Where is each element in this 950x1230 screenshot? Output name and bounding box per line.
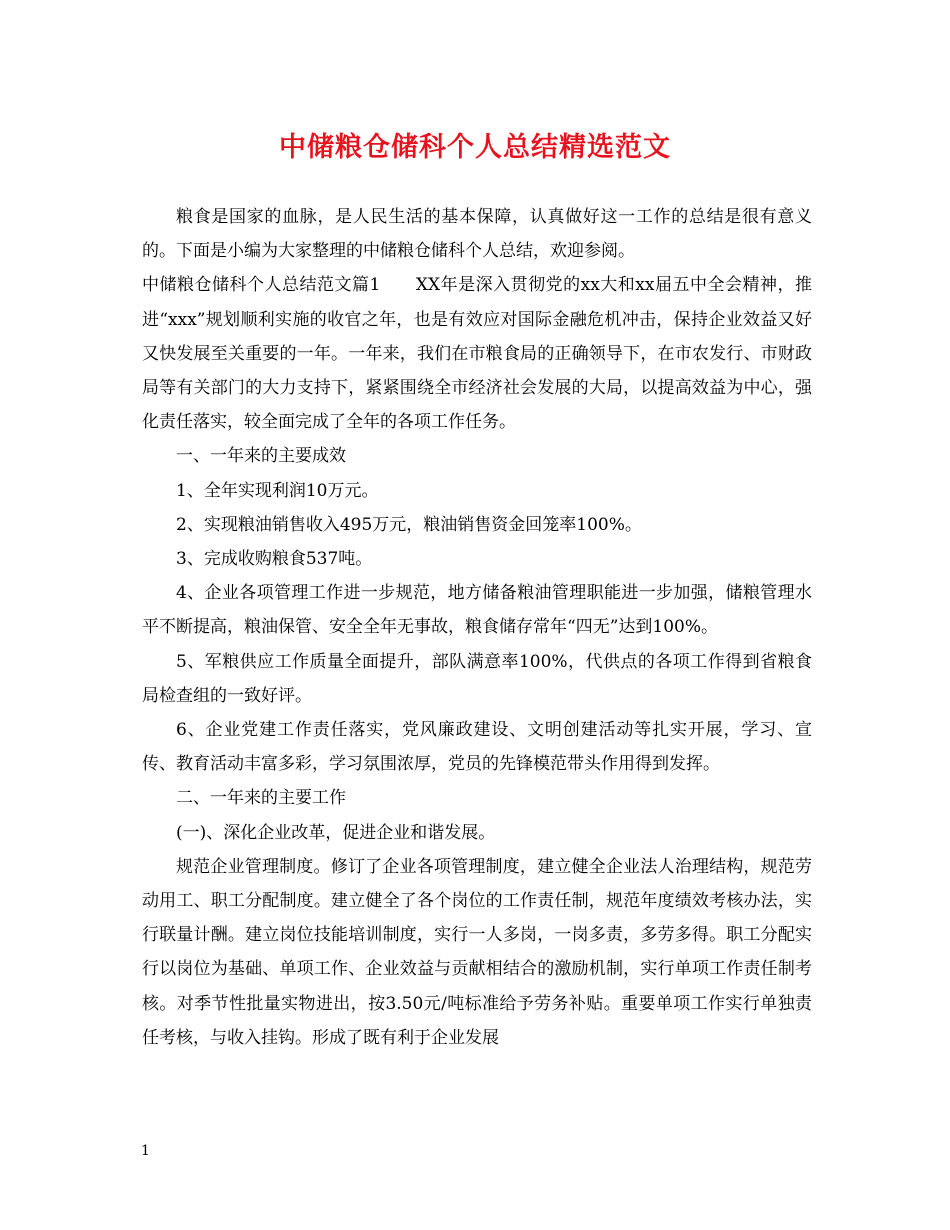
article-opening-paragraph: 中储粮仓储科个人总结范文篇1 XX年是深入贯彻党的xx大和xx届五中全会精神，推进“xxx”规划顺利实施的收官之年，也是有效应对国际金融危机冲击，保持企业效益又好又快发展至关重要的一年。一年来，我们在市粮食局的正确领导下，在市农发行、市财政局等有关部门的大力支持下，紧紧围绕全市经济社会发展的大局，以提高效益为中心，强化责任落实，较全面完成了全年的各项工作任务。 <box>142 275 812 433</box>
achievement-item-1: 1、全年实现利润10万元。 <box>176 480 379 501</box>
page-number: 1 <box>141 1143 150 1159</box>
section-heading-main-work: 二、一年来的主要工作 <box>176 788 346 809</box>
document-body <box>142 200 812 1055</box>
section-heading-achievements: 一、一年来的主要成效 <box>176 446 346 467</box>
achievement-item-5: 5、军粮供应工作质量全面提升，部队满意率100%，代供点的各项工作得到省粮食局检查组的一致好评。 <box>142 651 812 706</box>
achievement-item-2: 2、实现粮油销售收入495万元，粮油销售资金回笼率100%。 <box>176 514 642 535</box>
achievement-item-6: 6、企业党建工作责任落实，党风廉政建设、文明创建活动等扎实开展，学习、宣传、教育活动丰富多彩，学习氛围浓厚，党员的先锋模范带头作用得到发挥。 <box>142 720 812 775</box>
document-title: 中储粮仓储科个人总结精选范文 <box>279 132 671 163</box>
intro-paragraph: 粮食是国家的血脉，是人民生活的基本保障，认真做好这一工作的总结是很有意义的。下面是小编为大家整理的中储粮仓储科个人总结，欢迎参阅。 <box>142 207 812 262</box>
management-system-paragraph: 规范企业管理制度。修订了企业各项管理制度，建立健全企业法人治理结构，规范劳动用工、职工分配制度。建立健全了各个岗位的工作责任制，规范年度绩效考核办法，实行联量计酬。建立岗位技能培训制度，实行一人多岗，一岗多责，多劳多得。职工分配实行以岗位为基础、单项工作、企业效益与贡献相结合的激励机制，实行单项工作责任制考核。对季节性批量实物进出，按3.50元/吨标准给予劳务补贴。重要单项工作实行单独责任考核，与收入挂钩。形成了既有利于企业发展 <box>142 856 812 1048</box>
subsection-heading-reform: (一)、深化企业改革，促进企业和谐发展。 <box>176 822 496 843</box>
achievement-item-4: 4、企业各项管理工作进一步规范，地方储备粮油管理职能进一步加强，储粮管理水平不断提高，粮油保管、安全全年无事故，粮食储存常年“四无”达到100%。 <box>142 583 812 638</box>
achievement-item-3: 3、完成收购粮食537吨。 <box>176 549 373 570</box>
